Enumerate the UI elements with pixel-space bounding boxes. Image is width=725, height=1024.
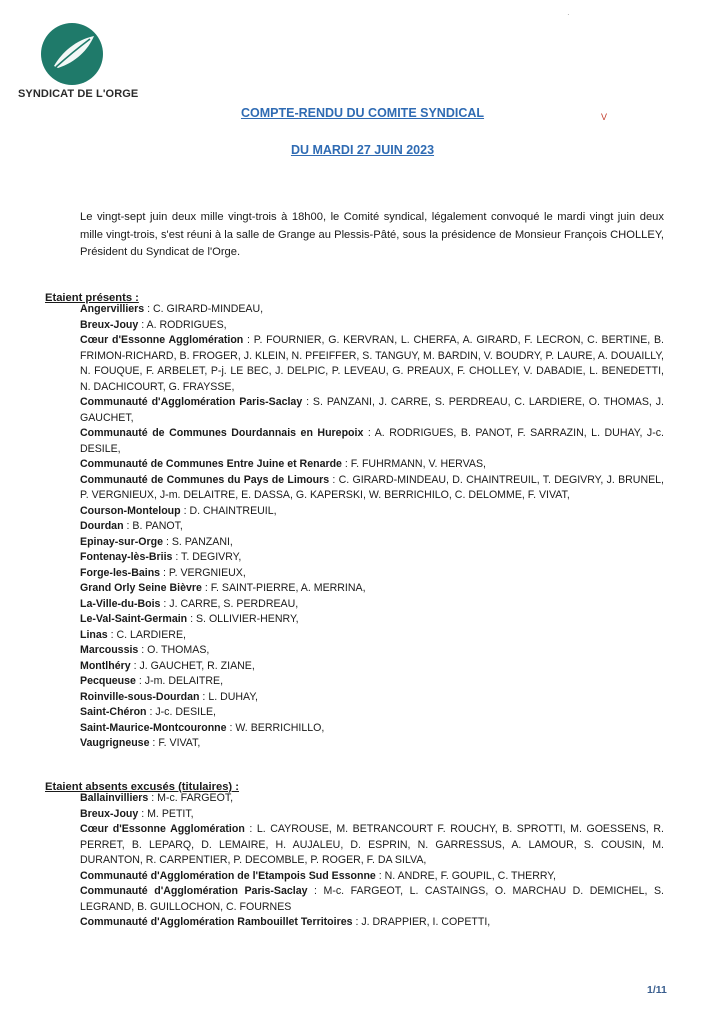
delegates: : J-c. DESILE, bbox=[146, 706, 216, 718]
absent-list bbox=[80, 791, 664, 931]
member-name: Fontenay-lès-Briis bbox=[80, 551, 173, 563]
member-name: Communauté de Communes Dourdannais en Hurepoix bbox=[80, 427, 364, 439]
attendee-entry bbox=[80, 884, 664, 915]
member-name: Vaugrigneuse bbox=[80, 737, 150, 749]
delegates: : P. VERGNIEUX, bbox=[160, 566, 246, 579]
present-heading: Etaient présents : bbox=[45, 292, 139, 304]
attendee-entry bbox=[80, 628, 664, 644]
attendee-entry bbox=[80, 535, 664, 551]
delegates: : J-m. DELAITRE, bbox=[135, 675, 224, 687]
delegates: : N. ANDRE, F. GOUPIL, C. THERRY, bbox=[375, 869, 556, 882]
delegates: : L. CAYROUSE, M. BETRANCOURT F. ROUCHY, B. SPROTTI, M. GOESSENS, R. PERRET, B. LEPARQ, D. LEMAIRE, H. AUJALEU, D. ESPRIN, N. GARRESSUS, A. LAMOUR, S. COUSIN, M. DURANTON, R. CARPENTIER, P. DECOMBLE, P. ROGER, F. DA SILVA, bbox=[80, 823, 664, 866]
attendee-entry bbox=[80, 915, 664, 931]
member-name: Dourdan bbox=[80, 520, 124, 532]
syndicat-logo-icon bbox=[40, 22, 104, 86]
page-number: 1/11 bbox=[647, 984, 667, 996]
present-list bbox=[80, 302, 664, 752]
delegates: : S. PANZANI, J. CARRE, S. PERDREAU, C. LARDIERE, O. THOMAS, J. GAUCHET, bbox=[80, 396, 664, 424]
member-name: Pecqueuse bbox=[80, 675, 136, 687]
delegates: : P. FOURNIER, G. KERVRAN, L. CHERFA, A. GIRARD, F. LECRON, C. BERTINE, B. FRIMON-RICHARD, B. FROGER, J. KLEIN, N. PFEIFFER, S. TANGUY, M. BARDIN, V. BOUDRY, P. LAURE, A. DOUAILLY, N. FOUQUE, F. ARBELET, P-j. LE BEC, J. DELPIC, P. LEVEAU, G. PREAUX, F. CHOLLEY, V. DABADIE, L. BENEDETTI, N. DACHICOURT, G. FRAYSSE, bbox=[80, 334, 664, 393]
delegates: : M-c. FARGEOT, L. CASTAINGS, O. MARCHAU D. DEMICHEL, S. LEGRAND, B. GUILLOCHON, C. FOURNES bbox=[80, 885, 665, 913]
attendee-entry bbox=[80, 674, 664, 690]
attendee-entry bbox=[80, 643, 664, 659]
delegates: : W. BERRICHILLO, bbox=[226, 721, 325, 734]
attendee-entry bbox=[80, 333, 664, 395]
member-name: Communauté d'Agglomération de l'Etampois Sud Essonne bbox=[80, 869, 376, 882]
intro-paragraph: Le vingt-sept juin deux mille vingt-trois à 18h00, le Comité syndical, légalement convoqué le mardi vingt juin deux mille vingt-trois, s'est réuni à la salle de Grange au Plessis-Pâté, sous la présidence de Monsieur François CHOLLEY, Président du Syndicat de l'Orge. bbox=[80, 211, 664, 258]
delegates: : J. CARRE, S. PERDREAU, bbox=[160, 597, 299, 610]
delegates: : B. PANOT, bbox=[123, 520, 183, 532]
delegates: : A. RODRIGUES, bbox=[138, 318, 227, 331]
attendee-entry bbox=[80, 302, 664, 318]
scan-speck: · bbox=[567, 10, 570, 19]
absent-heading: Etaient absents excusés (titulaires) : bbox=[45, 781, 239, 793]
delegates: : J. DRAPPIER, I. COPETTI, bbox=[352, 916, 491, 928]
attendee-entry bbox=[80, 612, 664, 628]
attendee-entry bbox=[80, 566, 664, 582]
member-name: Courson-Monteloup bbox=[80, 504, 181, 517]
delegates: : A. RODRIGUES, B. PANOT, F. SARRAZIN, L. DUHAY, J-c. DESILE, bbox=[80, 427, 664, 455]
delegates: : M-c. FARGEOT, bbox=[148, 792, 234, 804]
member-name: Angervilliers bbox=[80, 303, 145, 315]
member-name: Cœur d'Essonne Agglomération bbox=[80, 823, 245, 835]
member-name: Linas bbox=[80, 628, 108, 641]
member-name: Breux-Jouy bbox=[80, 807, 139, 820]
attendee-entry bbox=[80, 822, 664, 869]
attendee-entry bbox=[80, 869, 664, 885]
attendee-entry bbox=[80, 736, 664, 752]
delegates: : S. PANZANI, bbox=[163, 535, 233, 548]
delegates: : F. SAINT-PIERRE, A. MERRINA, bbox=[201, 582, 366, 594]
member-name: Communauté de Communes du Pays de Limours bbox=[80, 473, 330, 486]
attendee-entry bbox=[80, 426, 664, 457]
member-name: Le-Val-Saint-Germain bbox=[80, 613, 188, 625]
delegates: : M. PETIT, bbox=[138, 807, 194, 820]
member-name: Communauté d'Agglomération Paris-Saclay bbox=[80, 885, 308, 897]
delegates: : C. GIRARD-MINDEAU, D. CHAINTREUIL, T. DEGIVRY, J. BRUNEL, P. VERGNIEUX, J-m. DELAITRE, E. DASSA, G. KAPERSKI, W. BERRICHILO, C. DELOMME, F. VIVAT, bbox=[80, 473, 664, 501]
attendee-entry bbox=[80, 597, 664, 613]
member-name: Communauté d'Agglomération Paris-Saclay bbox=[80, 396, 303, 408]
delegates: : F. FUHRMANN, V. HERVAS, bbox=[341, 458, 486, 470]
delegates: : D. CHAINTREUIL, bbox=[180, 504, 277, 517]
member-name: Marcoussis bbox=[80, 644, 139, 656]
attendee-entry bbox=[80, 550, 664, 566]
member-name: Saint-Chéron bbox=[80, 706, 147, 718]
attendee-entry bbox=[80, 395, 664, 426]
delegates: : C. GIRARD-MINDEAU, bbox=[144, 303, 264, 315]
attendee-entry bbox=[80, 791, 664, 807]
member-name: Ballainvilliers bbox=[80, 792, 149, 804]
member-name: Communauté d'Agglomération Rambouillet Territoires bbox=[80, 916, 353, 928]
delegates: : C. LARDIERE, bbox=[107, 628, 186, 641]
delegates: : O. THOMAS, bbox=[138, 644, 210, 656]
handwritten-mark: V bbox=[601, 112, 608, 122]
attendee-entry bbox=[80, 807, 664, 823]
member-name: Roinville-sous-Dourdan bbox=[80, 690, 200, 703]
document-title: COMPTE-RENDU DU COMITE SYNDICAL bbox=[240, 106, 485, 120]
attendee-entry bbox=[80, 659, 664, 675]
delegates: : L. DUHAY, bbox=[199, 690, 258, 703]
member-name: Forge-les-Bains bbox=[80, 566, 161, 579]
attendee-entry bbox=[80, 705, 664, 721]
delegates: : S. OLLIVIER-HENRY, bbox=[187, 613, 299, 625]
member-name: La-Ville-du-Bois bbox=[80, 597, 161, 610]
delegates: : T. DEGIVRY, bbox=[172, 551, 242, 563]
member-name: Communauté de Communes Entre Juine et Renarde bbox=[80, 458, 342, 470]
org-name: SYNDICAT DE L'ORGE bbox=[18, 88, 139, 100]
attendee-entry bbox=[80, 318, 664, 334]
member-name: Epinay-sur-Orge bbox=[80, 535, 164, 548]
meeting-date: DU MARDI 27 JUIN 2023 bbox=[290, 143, 435, 157]
attendee-entry bbox=[80, 690, 664, 706]
member-name: Grand Orly Seine Bièvre bbox=[80, 582, 202, 594]
member-name: Breux-Jouy bbox=[80, 318, 139, 331]
member-name: Cœur d'Essonne Agglomération bbox=[80, 334, 244, 346]
attendee-entry bbox=[80, 519, 664, 535]
attendee-entry bbox=[80, 721, 664, 737]
member-name: Saint-Maurice-Montcouronne bbox=[80, 721, 227, 734]
attendee-entry bbox=[80, 504, 664, 520]
delegates: : J. GAUCHET, R. ZIANE, bbox=[130, 659, 255, 672]
attendee-entry bbox=[80, 473, 664, 504]
member-name: Montlhéry bbox=[80, 659, 131, 672]
attendee-entry bbox=[80, 457, 664, 473]
attendee-entry bbox=[80, 581, 664, 597]
delegates: : F. VIVAT, bbox=[149, 737, 201, 749]
